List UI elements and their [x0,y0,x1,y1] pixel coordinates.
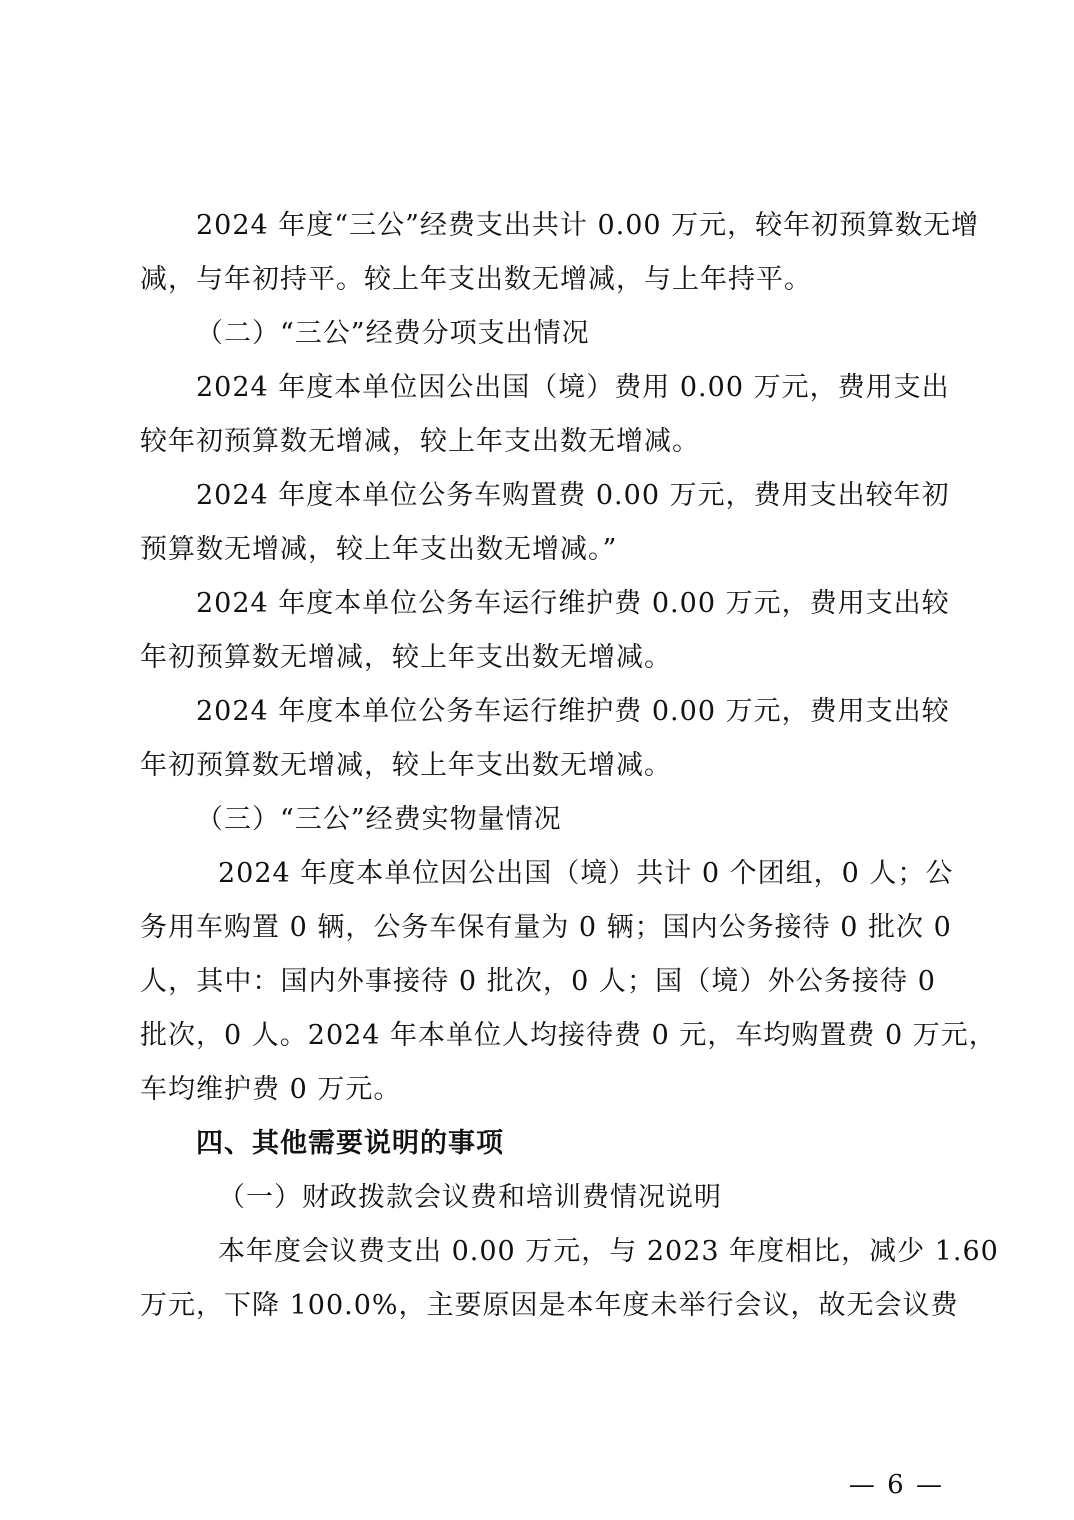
paragraph-outbound-line1: 2024 年度本单位因公出国（境）费用 0.00 万元，费用支出 [196,372,950,403]
paragraph-vehicle-maintenance-repeat-line1: 2024 年度本单位公务车运行维护费 0.00 万元，费用支出较 [196,696,950,727]
page-number: — 6 — [848,1470,944,1500]
paragraph-vehicle-maintenance-line1: 2024 年度本单位公务车运行维护费 0.00 万元，费用支出较 [196,588,950,619]
paragraph-vehicle-purchase-line2: 预算数无增减，较上年支出数无增减。” [140,534,618,565]
paragraph-physical-line5: 车均维护费 0 万元。 [140,1074,402,1105]
subheading-physical: （三）“三公”经费实物量情况 [196,804,562,835]
paragraph-vehicle-maintenance-repeat-line2: 年初预算数无增减，较上年支出数无增减。 [140,750,672,781]
paragraph-meeting-line1: 本年度会议费支出 0.00 万元，与 2023 年度相比，减少 1.60 [218,1236,999,1267]
subheading-meeting-training: （一）财政拨款会议费和培训费情况说明 [218,1182,722,1213]
paragraph-physical-line3: 人，其中：国内外事接待 0 批次，0 人；国（境）外公务接待 0 [140,966,936,997]
paragraph-physical-line4: 批次，0 人。2024 年本单位人均接待费 0 元，车均购置费 0 万元， [140,1020,997,1051]
paragraph-total-line2: 减，与年初持平。较上年支出数无增减，与上年持平。 [140,264,812,295]
subheading-breakdown: （二）“三公”经费分项支出情况 [196,318,590,349]
paragraph-meeting-line2: 万元，下降 100.0%，主要原因是本年度未举行会议，故无会议费 [140,1290,959,1321]
paragraph-vehicle-purchase-line1: 2024 年度本单位公务车购置费 0.00 万元，费用支出较年初 [196,480,950,511]
paragraph-outbound-line2: 较年初预算数无增减，较上年支出数无增减。 [140,426,700,457]
section-heading-other-matters: 四、其他需要说明的事项 [196,1128,504,1159]
paragraph-total-line1: 2024 年度“三公”经费支出共计 0.00 万元，较年初预算数无增 [196,210,980,241]
paragraph-vehicle-maintenance-line2: 年初预算数无增减，较上年支出数无增减。 [140,642,672,673]
paragraph-physical-line1: 2024 年度本单位因公出国（境）共计 0 个团组，0 人；公 [218,858,954,889]
paragraph-physical-line2: 务用车购置 0 辆，公务车保有量为 0 辆；国内公务接待 0 批次 0 [140,912,952,943]
